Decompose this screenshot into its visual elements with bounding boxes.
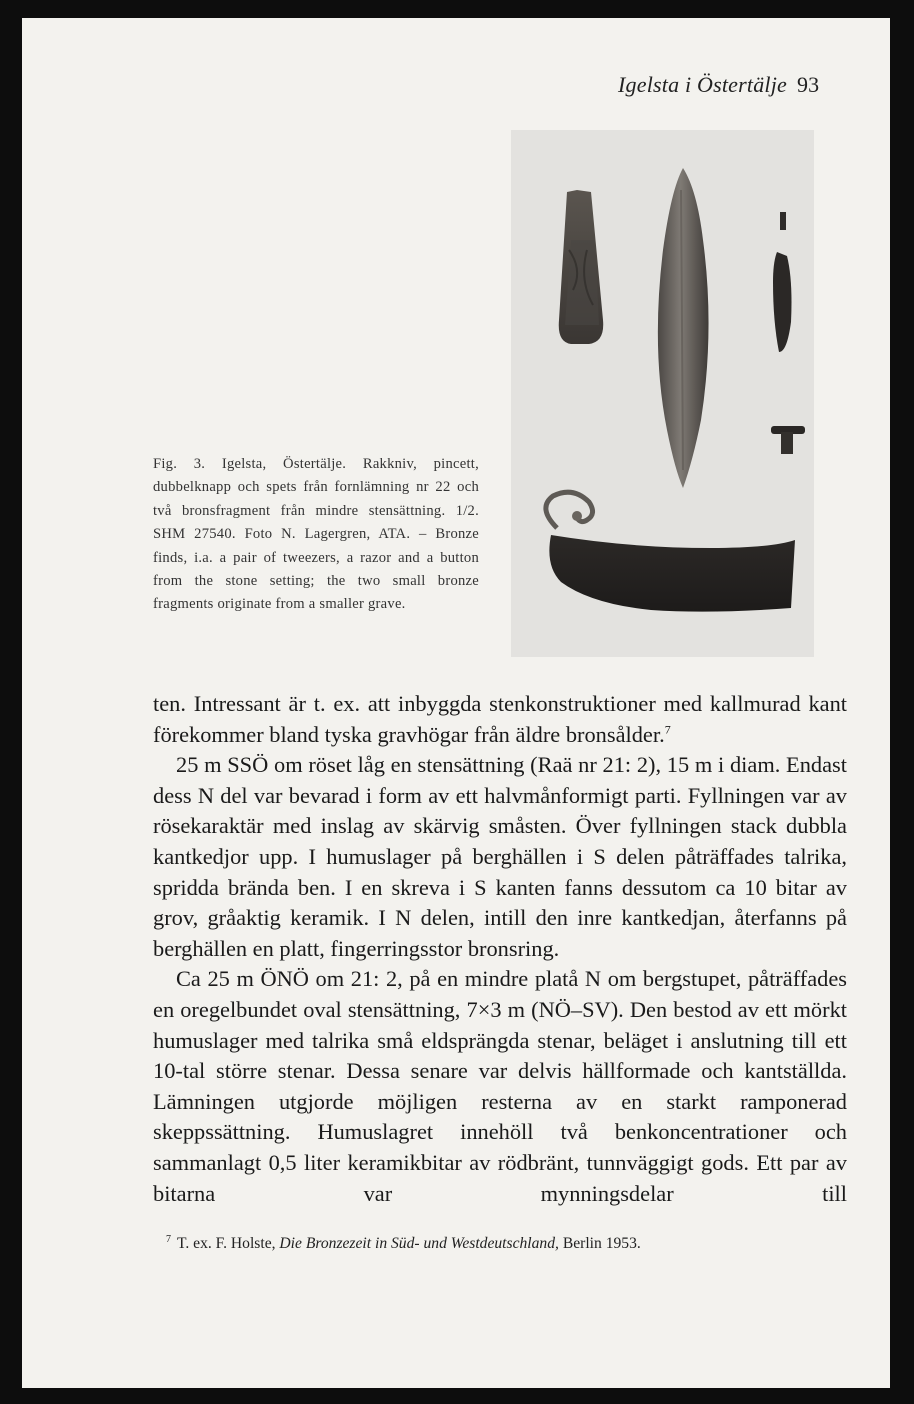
paragraph: Ca 25 m ÖNÖ om 21: 2, på en mindre platå N om bergstupet, påträffades en oregelbundet oval stensättning, 7×3 m (NÖ–SV). Den bestod av ett mörkt humuslager med talrika små eldsprängda stenar, beläget i anslutning till ett 10-tal större stenar. Dessa senare var delvis hällformade och kantställda. Lämningen utgjorde möjligen resterna av en starkt ramponerad skeppssättning. Humuslagret innehöll två benkoncentrationer och sammanlagt 0,5 liter keramikbitar av rödbränt, tunnväggigt gods. Ett par av bitarna var mynningsdelar till bbox=[153, 966, 847, 1206]
figure-caption-text: Fig. 3. Igelsta, Östertälje. Rakkniv, pincett, dubbelknapp och spets från fornlämning nr 22 och två bronsfragment från mindre stensättning. 1/2. SHM 27540. Foto N. Lagergren, ATA. – Bronze finds, i.a. a pair of tweezers, a razor and a button from the stone setting; the two small bronze fragments originate from a smaller grave. bbox=[153, 456, 479, 613]
figure-caption bbox=[153, 453, 479, 617]
figure-photograph bbox=[511, 130, 814, 657]
page-number: 93 bbox=[796, 72, 820, 97]
footnote bbox=[166, 1234, 846, 1253]
paragraph: 25 m SSÖ om röset låg en stensättning (Raä nr 21: 2), 15 m i diam. Endast dess N del var bevarad i form av ett halvmånformigt parti. Fyllningen var av rösekaraktär med inslag av skärvig småsten. Över fyllningen stack dubbla kantkedjor upp. I humuslager på berghällen i S delen påträffades talrika, spridda brända ben. I en skreva i S kanten fanns dessutom ca 10 bitar av grov, gråaktig keramik. I N delen, intill den inre kantkedjan, återfanns på berghällen en platt, fingerringsstor bronsring. bbox=[153, 752, 847, 961]
footnote-lead: T. ex. F. Holste, bbox=[177, 1235, 276, 1253]
bronze-finds-photo bbox=[511, 130, 814, 657]
body-text bbox=[153, 689, 847, 1209]
footnote-publication: Berlin 1953. bbox=[562, 1235, 641, 1253]
paragraph bbox=[153, 689, 847, 750]
running-head bbox=[618, 72, 819, 98]
footnote-book-title: Die Bronzezeit in Süd- und Westdeutschland, bbox=[279, 1235, 559, 1253]
book-page bbox=[22, 18, 890, 1388]
footnote-mark: 7 bbox=[166, 1234, 171, 1245]
footnote-reference[interactable]: 7 bbox=[664, 722, 671, 737]
paragraph-text: ten. Intressant är t. ex. att inbyggda stenkonstruktioner med kallmurad kant förekommer bland tyska gravhögar från äldre bronsålder. bbox=[153, 691, 847, 747]
running-title: Igelsta i Östertälje bbox=[618, 72, 787, 97]
